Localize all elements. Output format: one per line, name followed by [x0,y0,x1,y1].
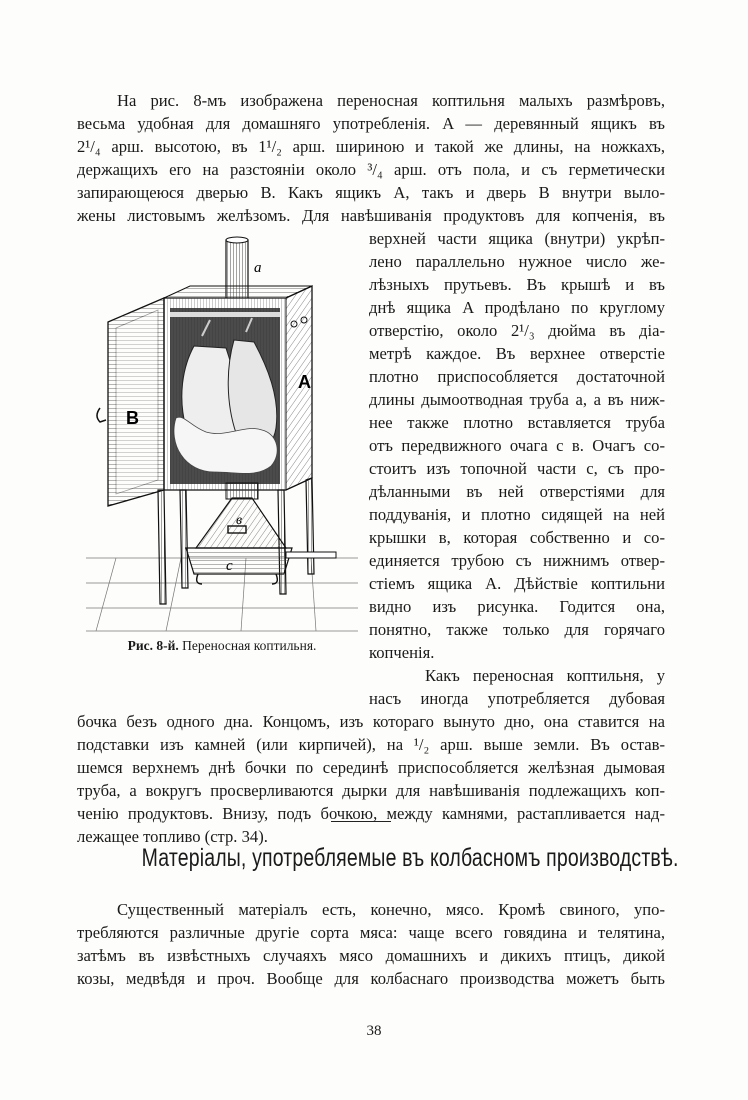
text-line: длины дымоотводная труба a, а въ ниж- [369,390,665,409]
label-box: A [298,372,311,392]
door-handle [97,408,106,422]
text-line: единяется трубою съ нижнимъ отвер- [369,551,665,570]
text-line: запирающеюся дверью B. Какъ ящикъ A, такъ и дверь B внутри выло- [77,183,665,202]
caption-number: Рис. 8-й. [127,638,179,653]
text-line: дѣланными въ ней отверстіями для [369,482,665,501]
text-line: бочка безъ одного дна. Концомъ, изъ котораго вынуто дно, она ставится на [77,712,665,731]
label-firebox: c [226,558,233,574]
section-heading: Матеріалы, употребляемые въ колбасномъ производствѣ. [141,844,679,872]
label-chimney: a [254,260,262,276]
text-line: жены листовымъ желѣзомъ. Для навѣшиванія продуктовъ для копченія, въ [77,206,665,225]
text-line: ченію продуктовъ. Внизу, подъ бочкою, между камнями, растапливается над- [77,804,665,823]
text-line: отъ передвижного очага c в. Очагъ со- [369,436,665,455]
text-line: днѣ ящика A продѣлано по круглому [369,298,665,317]
figure-smokehouse [86,228,358,636]
text-line: подставки изъ камней (или кирпичей), на ¹/₂ арш. выше земли. Въ остав- [77,735,665,754]
label-door: B [126,408,139,428]
text-line: понятно, также только для горячаго [369,620,665,639]
text-line: лѣзныхъ прутьевъ. Въ крышѣ и въ [369,275,665,294]
text-line: 2¹/₄ арш. высотою, въ 1¹/₂ арш. шириною и такой же длины, на ножкахъ, [77,137,665,156]
text-line: Существенный матеріалъ есть, конечно, мясо. Кромѣ свиного, упо- [117,900,665,919]
text-line: насъ иногда употребляется дубовая [369,689,665,708]
text-line: нее также плотно вставляется труба [369,413,665,432]
text-line: видно изъ рисунка. Годится она, [369,597,665,616]
text-line: метрѣ каждое. Въ верхнее отверстіе [369,344,665,363]
text-line: плотно приспособляется достаточной [369,367,665,386]
text-line: стіемъ ящика A. Дѣйствіе коптильни [369,574,665,593]
text-line: На рис. 8-мъ изображена переносная коптильня малыхъ размѣровъ, [117,91,665,110]
text-line: отверстію, около 2¹/₃ дюйма въ діа- [369,321,665,340]
smokehouse-illustration [86,228,358,636]
text-line: козы, медвѣдя и проч. Вообще для колбаснаго производства можетъ быть [77,969,665,988]
text-line: верхней части ящика (внутри) укрѣп- [369,229,665,248]
text-line: поддуванія, и плотно сидящей на ней [369,505,665,524]
figure-caption [86,638,358,654]
section-divider [331,821,391,822]
text-line: шемся верхнемъ днѣ бочки по серединѣ приспособляется желѣзная дымовая [77,758,665,777]
text-line: копченія. [369,643,435,662]
caption-text: Переносная коптильня. [178,638,317,653]
text-line: стоитъ изъ топочной части c, съ про- [369,459,665,478]
text-line: лежащее топливо (стр. 34). [77,827,268,846]
text-line: лено параллельно нужное число же- [369,252,665,271]
text-line: держащихъ его на разстояніи около ³/₄ арш. отъ пола, и съ герметически [77,160,665,179]
text-line: крышки в, которая собственно и со- [369,528,665,547]
text-line: труба, а вокругъ просверливаются дырки для навѣшиванія подлежащихъ коп- [77,781,665,800]
text-line: требляются различные другіе сорта мяса: чаще всего говядина и телятина, [77,923,665,942]
text-line: весьма удобная для домашняго употребленія. A — деревянный ящикъ въ [77,114,665,133]
label-lid: в [236,513,243,528]
text-line: затѣмъ въ извѣстныхъ случаяхъ мясо домашнихъ и дикихъ птицъ, дикой [77,946,665,965]
text-line: Какъ переносная коптильня, у [425,666,665,685]
page-number: 38 [366,1023,382,1039]
